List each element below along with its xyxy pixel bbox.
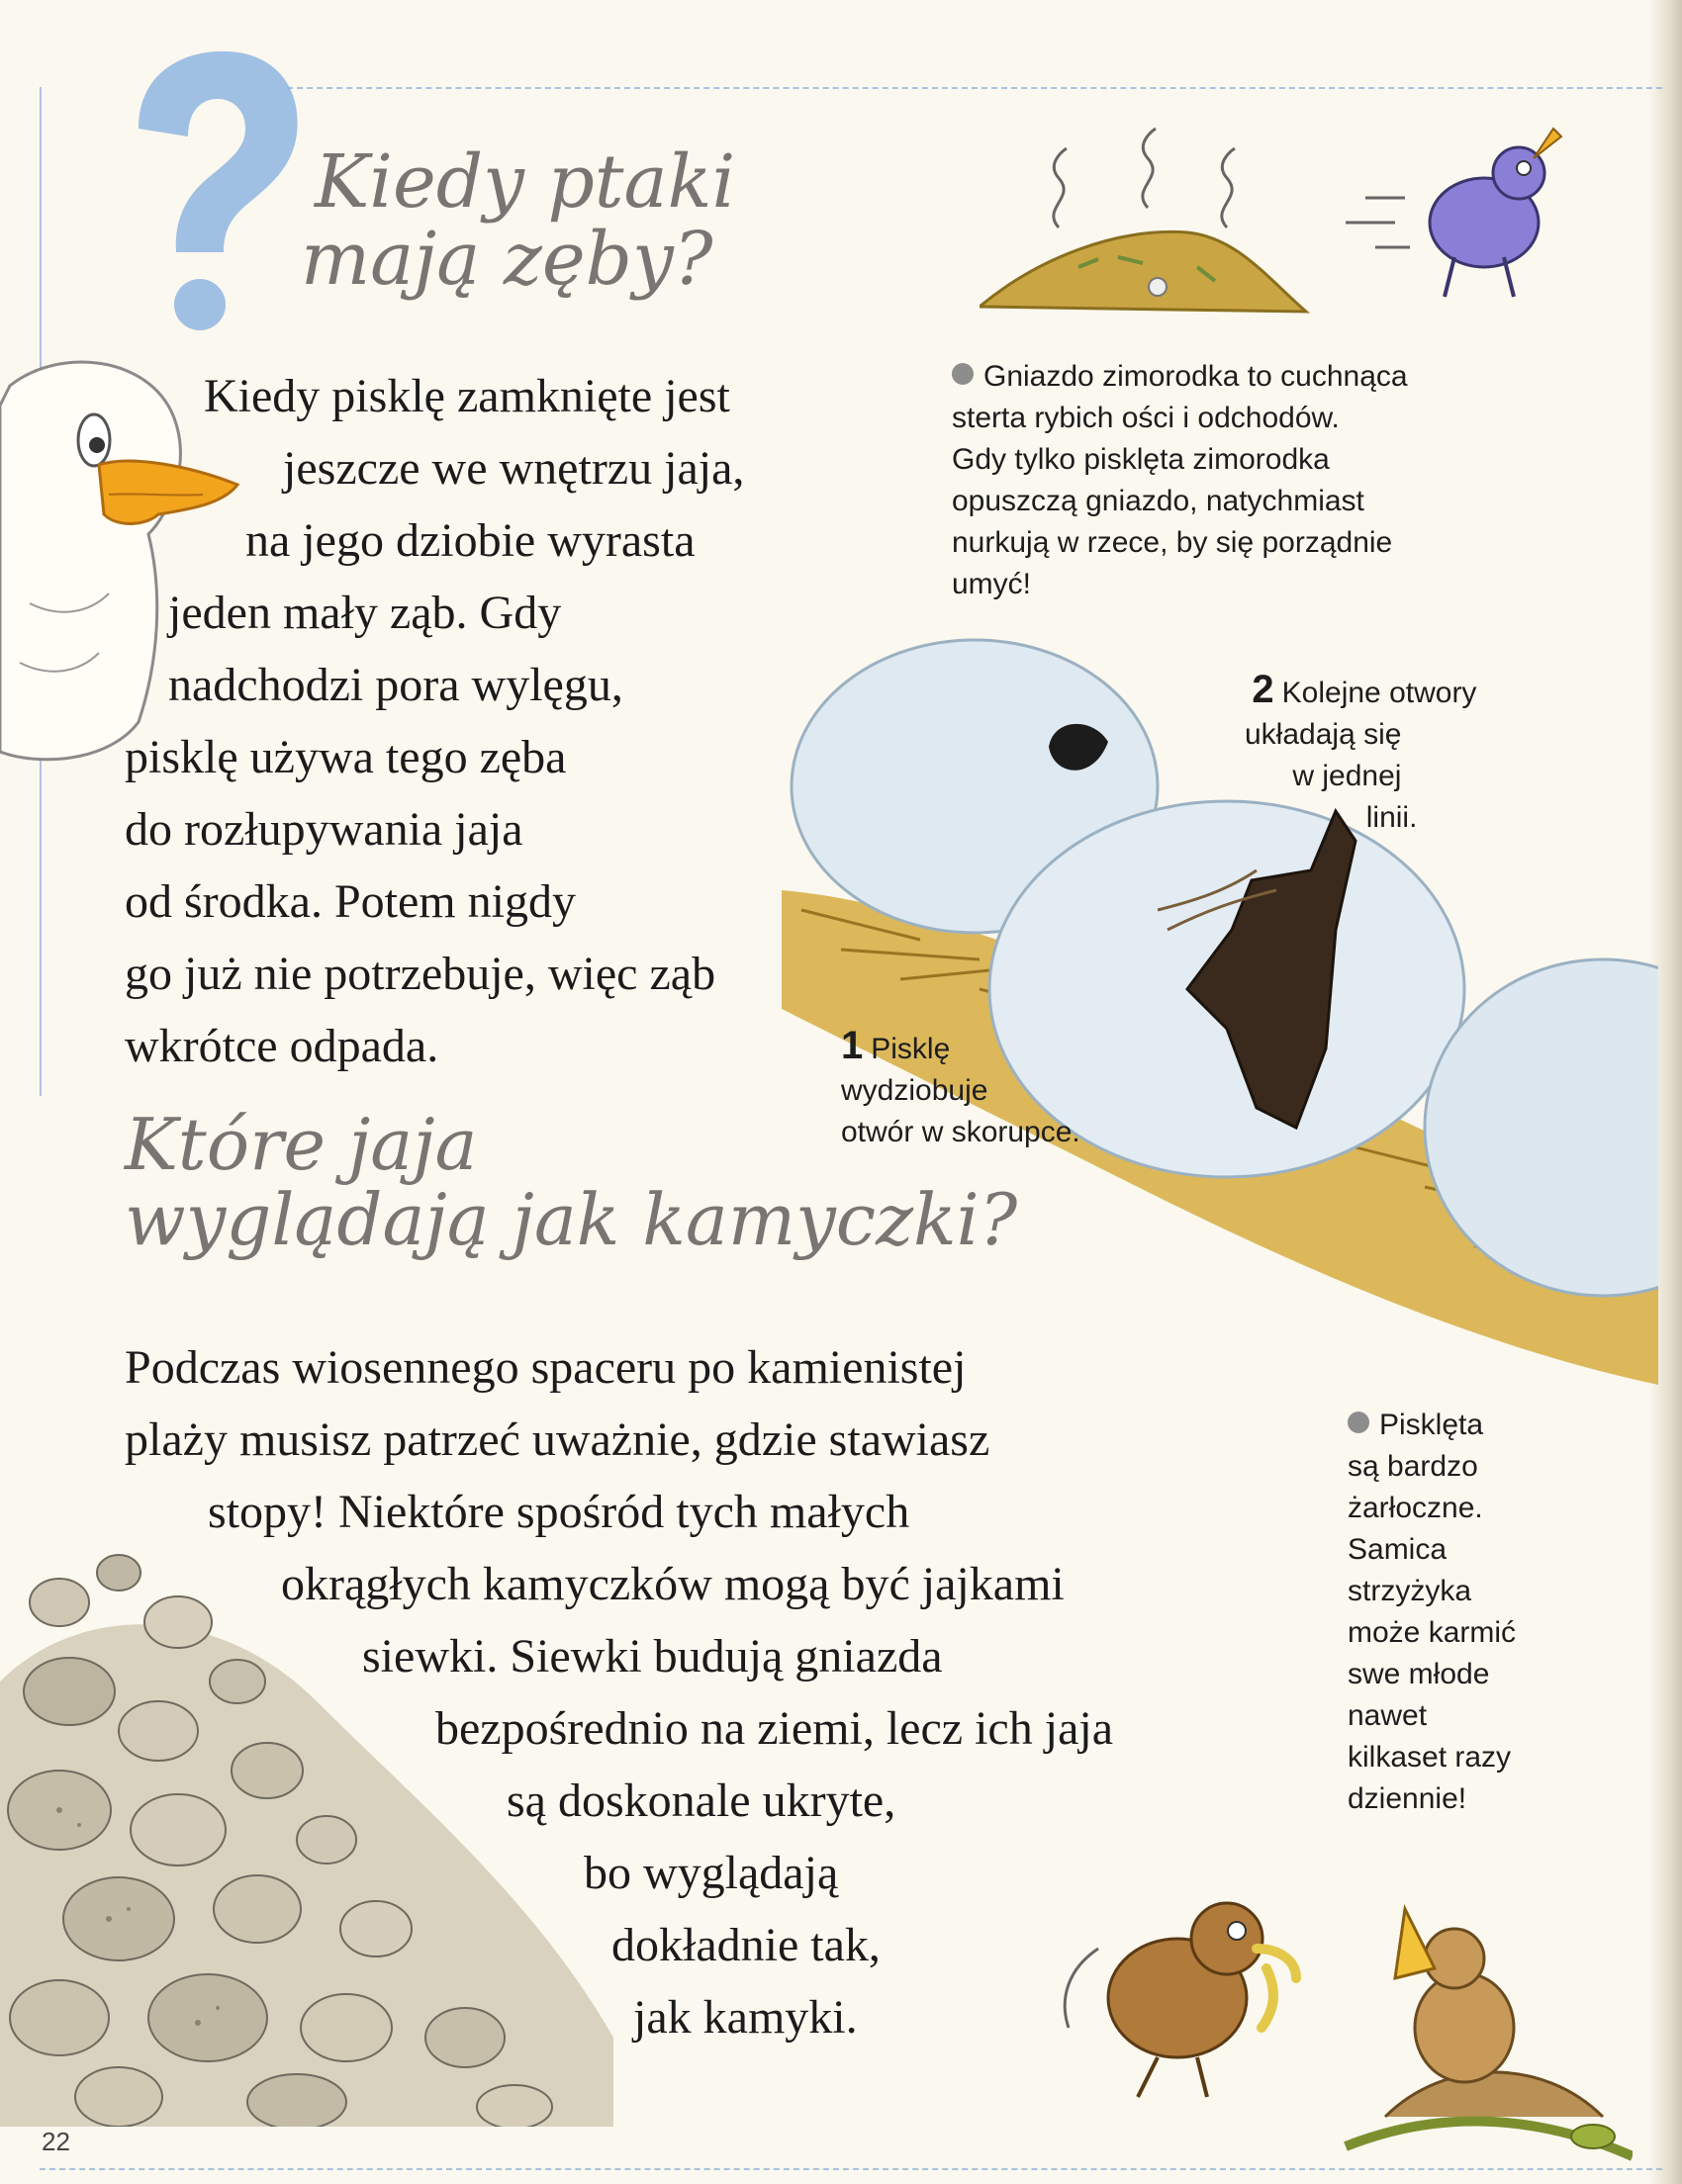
wren-note-line-1: Pisklęta bbox=[1379, 1409, 1484, 1441]
page-number: 22 bbox=[42, 2127, 70, 2156]
step1-number: 1 bbox=[841, 1024, 864, 1067]
question-mark-icon bbox=[119, 40, 307, 336]
step2-line-1: Kolejne otwory bbox=[1281, 677, 1477, 709]
section1-title-line-1: Kiedy ptaki bbox=[315, 139, 736, 225]
kingfisher-note bbox=[952, 356, 1408, 605]
wren-note-line-5: strzyżyka bbox=[1348, 1575, 1472, 1607]
section2-line-10: jak kamyki. bbox=[633, 1991, 858, 2044]
section1-line-7: do rozłupywania jaja bbox=[125, 803, 523, 856]
step1-line-2: wydziobuje bbox=[841, 1074, 988, 1107]
kingfisher-note-line-6: umyć! bbox=[952, 568, 1032, 600]
section2-title-line-2: wyglądają jak kamyczki? bbox=[125, 1177, 1018, 1261]
section2-line-5: siewki. Siewki budują gniazda bbox=[362, 1630, 943, 1683]
section1-line-3: na jego dziobie wyrasta bbox=[245, 514, 696, 567]
kingfisher-nest-illustration bbox=[980, 109, 1613, 336]
step2-number: 2 bbox=[1252, 668, 1274, 711]
wren-note-line-4: Samica bbox=[1348, 1533, 1448, 1566]
step2-line-2: układają się bbox=[1245, 718, 1402, 751]
section1-line-1: Kiedy pisklę zamknięte jest bbox=[204, 370, 730, 422]
section1-title bbox=[301, 139, 736, 302]
section2-line-3: stopy! Niektóre spośród tych małych bbox=[208, 1486, 910, 1538]
section1-title-line-2: mają zęby? bbox=[301, 216, 713, 302]
wren-note-line-9: kilkaset razy bbox=[1348, 1741, 1512, 1774]
step2-note bbox=[1245, 669, 1476, 839]
step1-line-3: otwór w skorupce. bbox=[841, 1116, 1080, 1148]
step2-line-3: w jednej bbox=[1292, 760, 1402, 792]
section2-line-9: dokładnie tak, bbox=[611, 1919, 881, 1971]
section2-title-line-1: Które jaja bbox=[125, 1103, 478, 1186]
step2-line-4: linii. bbox=[1365, 801, 1418, 834]
section1-line-4: jeden mały ząb. Gdy bbox=[168, 587, 562, 639]
wren-note-line-8: nawet bbox=[1348, 1699, 1428, 1732]
section2-line-2: plaży musisz patrzeć uważnie, gdzie stawiasz bbox=[125, 1413, 990, 1466]
wren-note bbox=[1348, 1405, 1516, 1820]
section1-line-10: wkrótce odpada. bbox=[125, 1020, 439, 1072]
wren-note-line-3: żarłoczne. bbox=[1348, 1492, 1483, 1524]
hatching-eggs-illustration bbox=[782, 633, 1658, 1385]
section2-line-6: bezpośrednio na ziemi, lecz ich jaja bbox=[435, 1702, 1114, 1755]
section1-line-9: go już nie potrzebuje, więc ząb bbox=[125, 948, 716, 1000]
wren-note-line-6: może karmić bbox=[1348, 1616, 1517, 1649]
kingfisher-note-line-2: sterta rybich ości i odchodów. bbox=[952, 402, 1340, 434]
wren-note-line-10: dziennie! bbox=[1348, 1782, 1467, 1815]
section1-line-6: pisklę używa tego zęba bbox=[125, 731, 567, 783]
section2-line-1: Podczas wiosennego spaceru po kamienistej bbox=[125, 1341, 967, 1394]
section1-line-5: nadchodzi pora wylęgu, bbox=[168, 659, 623, 711]
bullet-icon bbox=[952, 363, 974, 385]
wren-note-line-7: swe młode bbox=[1348, 1658, 1490, 1690]
bullet-icon bbox=[1348, 1411, 1369, 1433]
section2-line-4: okrągłych kamyczków mogą być jajkami bbox=[281, 1558, 1065, 1610]
section1-line-8: od środka. Potem nigdy bbox=[125, 875, 576, 928]
section2-line-7: są doskonale ukryte, bbox=[507, 1774, 896, 1827]
kingfisher-note-line-1: Gniazdo zimorodka to cuchnąca bbox=[983, 360, 1408, 393]
kingfisher-note-line-3: Gdy tylko pisklęta zimorodka bbox=[952, 443, 1330, 476]
step1-line-1: Pisklę bbox=[871, 1033, 951, 1065]
kingfisher-note-line-4: opuszczą gniazdo, natychmiast bbox=[952, 485, 1364, 517]
section2-title bbox=[125, 1103, 1018, 1261]
top-rule bbox=[287, 87, 1662, 89]
bottom-rule bbox=[40, 2168, 1662, 2170]
section2-line-8: bo wyglądają bbox=[584, 1847, 839, 1899]
kingfisher-note-line-5: nurkują w rzece, by się porządnie bbox=[952, 526, 1393, 559]
wren-feeding-illustration bbox=[1019, 1830, 1633, 2166]
section1-line-2: jeszcze we wnętrzu jaja, bbox=[283, 442, 745, 495]
wren-note-line-2: są bardzo bbox=[1348, 1450, 1478, 1483]
